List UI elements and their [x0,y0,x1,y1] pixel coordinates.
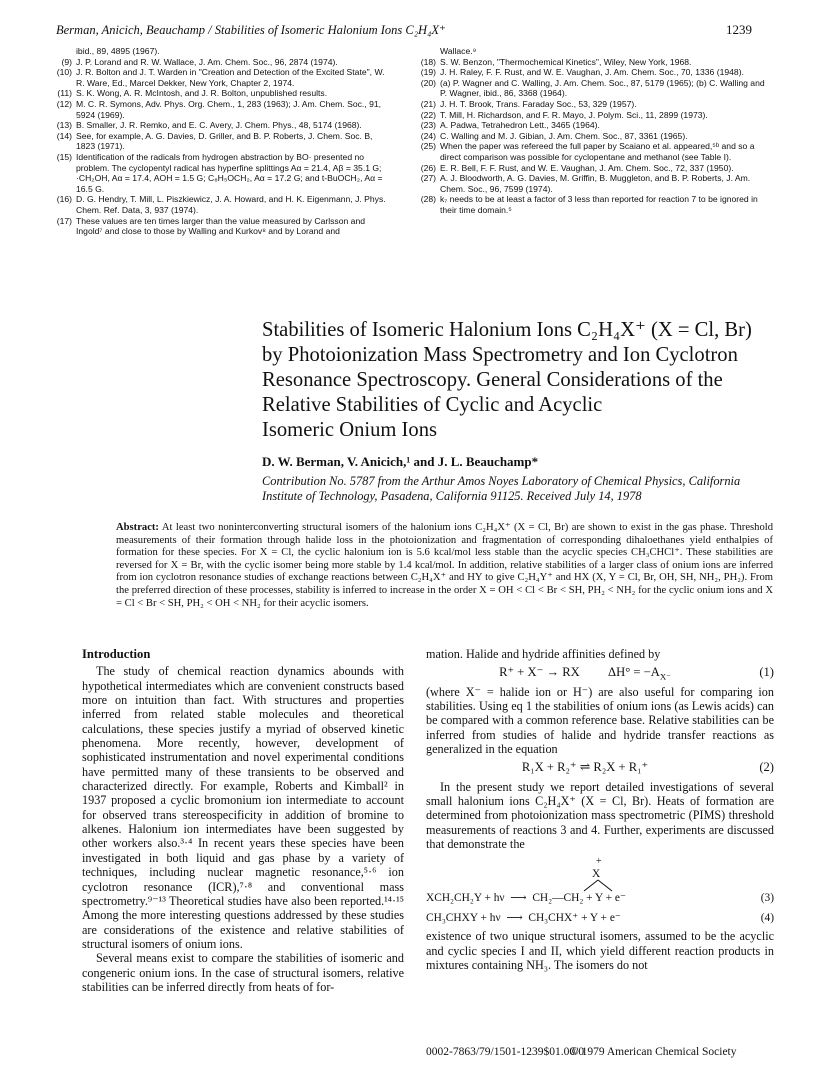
paragraph: Several means exist to compare the stabilities of isomeric and congeneric onium ions. In the case of structural isomers, relative stabilities can be inferred directly from heats of for- [82,951,404,994]
equation-number: (1) [759,665,774,680]
authors: D. W. Berman, V. Anicich,¹ and J. L. Beauchamp* [262,454,539,469]
reference-number [416,46,440,57]
reference-number: (9) [61,56,72,67]
reference-item [52,152,392,194]
article-title [262,318,782,443]
paragraph: (where X⁻ = halide ion or H⁻) are also useful for comparing ion stabilities. Using eq 1 the stabilities of onium ions (as Lewis acids) can be compared with a common reference base. Relative stabilities can be inferred from studies of halide and hydride transfer reactions as generalized in the equation [426,684,774,757]
equation-1-subscript: X⁻ [659,671,671,682]
equation-1-lhs: R⁺ + X⁻ → RX [499,665,580,680]
abstract-label: Abstract: [116,522,159,533]
reference-text: B. Smaller, J. R. Remko, and E. C. Avery, J. Chem. Phys., 48, 5174 (1968). [76,120,362,131]
reference-text: See, for example, A. G. Davies, D. Griller, and B. P. Roberts, J. Chem. Soc. B, 1823 (1971). [76,130,373,152]
reference-text: Identification of the radicals from hydrogen abstraction by BO· presented no problem. The cyclopentyl radical has hyperfine splittings Aα = 21.4, Aβ = 35.1 G; ·CH₂OH, Aα = 17.4, AOH = 1.5 G; C₆H₅OCH₂, Aα = 17.2 G; and t-BuOCH₂, Aα = 16.5 G. [76,151,383,194]
reference-text: J. R. Bolton and J. T. Warden in "Creation and Detection of the Excited State", W. R. Ware, Ed., Marcel Dekker, New York, Chapter 2, 1974. [76,67,385,88]
reference-number: (22) [420,109,436,120]
equation-2 [426,760,774,774]
reference-number: (15) [56,151,72,162]
reference-item [416,120,771,131]
reference-number: (13) [56,120,72,131]
paragraph: In the present study we report detailed investigations of several small halonium ions C₂H₄X⁺ (X = Cl, Br). Heats of formation are determined from photoionization mass spectrometric (PIMS) threshold measurements of reactions 3 and 4. Further, experiments are discussed that demonstrate the [426,779,774,852]
reference-item [416,67,771,78]
reference-number [52,46,76,57]
title-line: by Photoionization Mass Spectrometry and Ion Cyclotron [262,344,738,366]
reference-text: (a) P. Wagner and C. Walling, J. Am. Chem. Soc., 87, 5179 (1965); (b) C. Walling and P. Wagner, ibid., 86, 3368 (1964). [440,77,765,99]
abstract [116,522,773,610]
reference-text: When the paper was refereed the full paper by Scaiano et al. appeared,⁵ᵇ and so a direct comparison was possible for cyclopentane and methanol (see Table I). [440,141,755,162]
reference-item [416,173,771,194]
reference-item [52,131,392,152]
reference-item [416,110,771,121]
reference-item [416,99,771,110]
references-left-column [52,46,392,237]
reference-item [416,163,771,174]
title-line: Stabilities of Isomeric Halonium Ions C₂H₄X⁺ (X = Cl, Br) [262,319,752,341]
paragraph: mation. Halide and hydride affinities defined by [426,647,661,661]
reference-number: (27) [420,173,436,184]
reference-number: (10) [56,67,72,78]
reference-item [52,67,392,88]
reference-item [52,194,392,215]
equation-number: (4) [760,912,774,925]
references-right-column [416,46,771,216]
reference-number: (21) [420,98,436,109]
page-number: 1239 [726,22,752,37]
reference-text: E. R. Bell, F. F. Rust, and W. E. Vaughan, J. Am. Chem. Soc., 72, 337 (1950). [440,162,734,173]
title-line: Resonance Spectroscopy. General Considerations of the [262,369,723,391]
equation-number: (3) [760,892,774,905]
reaction-4: CH₃CHXY + hν ⟶ CH₃CHX⁺ + Y + e⁻ (4) [426,912,774,925]
reference-item [416,78,771,99]
reference-number: (19) [420,67,436,78]
reaction-4-reactant: CH₃CHXY + hν [426,912,501,925]
title-line: Relative Stabilities of Cyclic and Acyclic [262,394,603,416]
reference-text: S. W. Benzon, "Thermochemical Kinetics", Wiley, New York, 1968. [440,56,692,67]
reference-text: T. Mill, H. Richardson, and F. R. Mayo, J. Polym. Sci., 11, 2899 (1973). [440,109,708,120]
reference-text: D. G. Hendry, T. Mill, L. Piszkiewicz, J. A. Howard, and H. K. Eigenmann, J. Phys. Chem. Ref. Data, 3, 937 (1974). [76,194,386,215]
reference-number: (16) [56,194,72,205]
reference-number: (20) [420,77,436,88]
reference-text: J. H. Raley, F. F. Rust, and W. E. Vaughan, J. Am. Chem. Soc., 70, 1336 (1948). [440,67,744,78]
reference-number: (11) [57,88,72,99]
reference-number: (12) [56,98,72,109]
reference-item [416,194,771,215]
reaction-4-products: CH₃CHX⁺ + Y + e⁻ [528,912,621,925]
footer-copyright: © 1979 American Chemical Society [570,1046,737,1058]
reference-item [416,57,771,68]
affiliation: Contribution No. 5787 from the Arthur Amos Noyes Laboratory of Chemical Physics, California Institute of Technology, Pasadena, California 91125. Received July 14, 1978 [262,474,741,503]
reference-item [52,88,392,99]
reference-text: ibid., 89, 4895 (1967). [76,46,160,56]
reference-text: J. P. Lorand and R. W. Wallace, J. Am. Chem. Soc., 96, 2874 (1974). [76,56,338,67]
reference-item [52,99,392,120]
reference-text: S. K. Wong, A. R. McIntosh, and J. R. Bolton, unpublished results. [76,88,328,99]
reference-item [416,141,771,162]
reference-text: These values are ten times larger than the value measured by Carlsson and Ingold⁷ and close to those by Walling and Kurkov⁸ and by Lorand and [76,215,366,237]
reaction-3: XCH₂CH₂Y + hν ⟶ CH₂—CH₂ + Y + e⁻ (3) [426,892,774,905]
cyclic-bond-lines [576,878,620,892]
equation-1-rhs: ΔH° = −A [608,665,660,680]
reference-number: (17) [56,215,72,226]
reference-number: (25) [420,141,436,152]
paragraph: The study of chemical reaction dynamics abounds with hypothetical intermediates which are convenient constructs based more on intuition than fact. With structures and properties inferred from related stable molecules and theoretical calculations, these species justify a myriad of observed kinetic phenomena. More recently, however, development of sophisticated instrumentation and novel experimental conditions have permitted many of these transients to be observed and characterized directly. For example, Roberts and Kimball² in 1937 proposed a cyclic bromonium ion intermediate to account for observed trans stereospecificity in addition of bromine to alkenes. Halonium ion intermediates have been suggested by other workers also.³·⁴ In recent years these species have been investigated in both liquid and gas phase by a variety of techniques, including nuclear magnetic resonance,⁵·⁶ ion cyclotron resonance (ICR),⁷·⁸ and conventional mass spectrometry.⁹⁻¹³ Theoretical studies have also been reported.¹⁴·¹⁵ Among the more interesting questions addressed by these studies are considerations of the existence and relative stabilities of structural isomers of onium ions. [82,664,404,951]
reference-number: (14) [56,130,72,141]
equation-1 [426,665,774,682]
reference-number: (18) [420,56,436,67]
paragraph: existence of two unique structural isomers, assumed to be the acyclic and cyclic species I and II, which yield different reaction products in mixtures containing NH₃. The isomers do not [426,929,774,973]
reference-text: Wallace.⁹ [440,46,477,56]
body-right-column [426,647,774,973]
reaction-3-plus: + [596,856,602,868]
reference-number: (26) [420,162,436,173]
reference-item [52,120,392,131]
running-head: Berman, Anicich, Beauchamp / Stabilities of Isomeric Halonium Ions C₂H₄X⁺ [56,23,446,37]
title-line: Isomeric Onium Ions [262,419,438,441]
reference-number: (24) [420,130,436,141]
abstract-text: At least two noninterconverting structural isomers of the halonium ions C₂H₄X⁺ (X = Cl, Br) are shown to exist in the gas phase. Threshold measurements of their formation through halide loss in the photoionization and fragmentation of corresponding dihaloethanes yield enthalpies of formation for these species. For X = Cl, the cyclic halonium ion is 5.6 kcal/mol less stable than the acyclic species CH₃CHCl⁺. These stabilities are reversed for X = Br, with the cyclic isomer being more stable by 1.4 kcal/mol. In addition, relative stabilities of a larger class of onium ions are inferred from ion cyclotron resonance studies of exchange reactions between C₂H₄X⁺ and HY to give C₂H₄Y⁺ and HX (X, Y = Cl, Br, OH, SH, NH₂, PH₂). From the preferred direction of these processes, stability is inferred to increase in the order X = OH < Cl < Br < SH, PH₂ < NH₂ for the cyclic onium ions and X = Cl < Br < SH, PH₂ < OH < NH₂ for their acyclic isomers. [116,522,773,609]
reference-number: (23) [420,120,436,131]
reference-text: M. C. R. Symons, Adv. Phys. Org. Chem., 1, 283 (1963); J. Am. Chem. Soc., 91, 5924 (1969). [76,98,382,120]
reference-text: C. Walling and M. J. Gibian, J. Am. Chem. Soc., 87, 3361 (1965). [440,130,688,141]
reference-text: J. H. T. Brook, Trans. Faraday Soc., 53, 329 (1957). [440,98,637,109]
footer-article-code: 0002-7863/79/1501-1239$01.00/0 [426,1046,585,1058]
equation-2-body: R₁X + R₂⁺ ⇌ R₂X + R₁⁺ [521,760,649,775]
reference-item [52,46,392,57]
reference-text: A. Padwa, Tetrahedron Lett., 3465 (1964). [440,120,600,131]
reference-number: (28) [420,194,436,205]
reference-text: A. J. Bloodworth, A. G. Davies, M. Griffin, B. Muggleton, and B. P. Roberts, J. Am. Chem. Soc., 96, 7599 (1974). [440,173,751,194]
reference-item [416,46,771,57]
reaction-3-halogen: X [592,868,601,881]
reaction-3-reactant: XCH₂CH₂Y + hν [426,892,505,905]
reaction-scheme [426,856,774,925]
section-heading-introduction: Introduction [82,647,151,661]
reference-item [416,131,771,142]
body-left-column [82,647,404,994]
equation-number: (2) [759,760,774,775]
reference-item [52,216,392,237]
reference-text: k₇ needs to be at least a factor of 3 less than reported for reaction 7 to be ignored in their time domain.⁵ [440,194,758,215]
reaction-3-products: CH₂—CH₂ + Y + e⁻ [532,892,626,905]
reference-item [52,57,392,68]
